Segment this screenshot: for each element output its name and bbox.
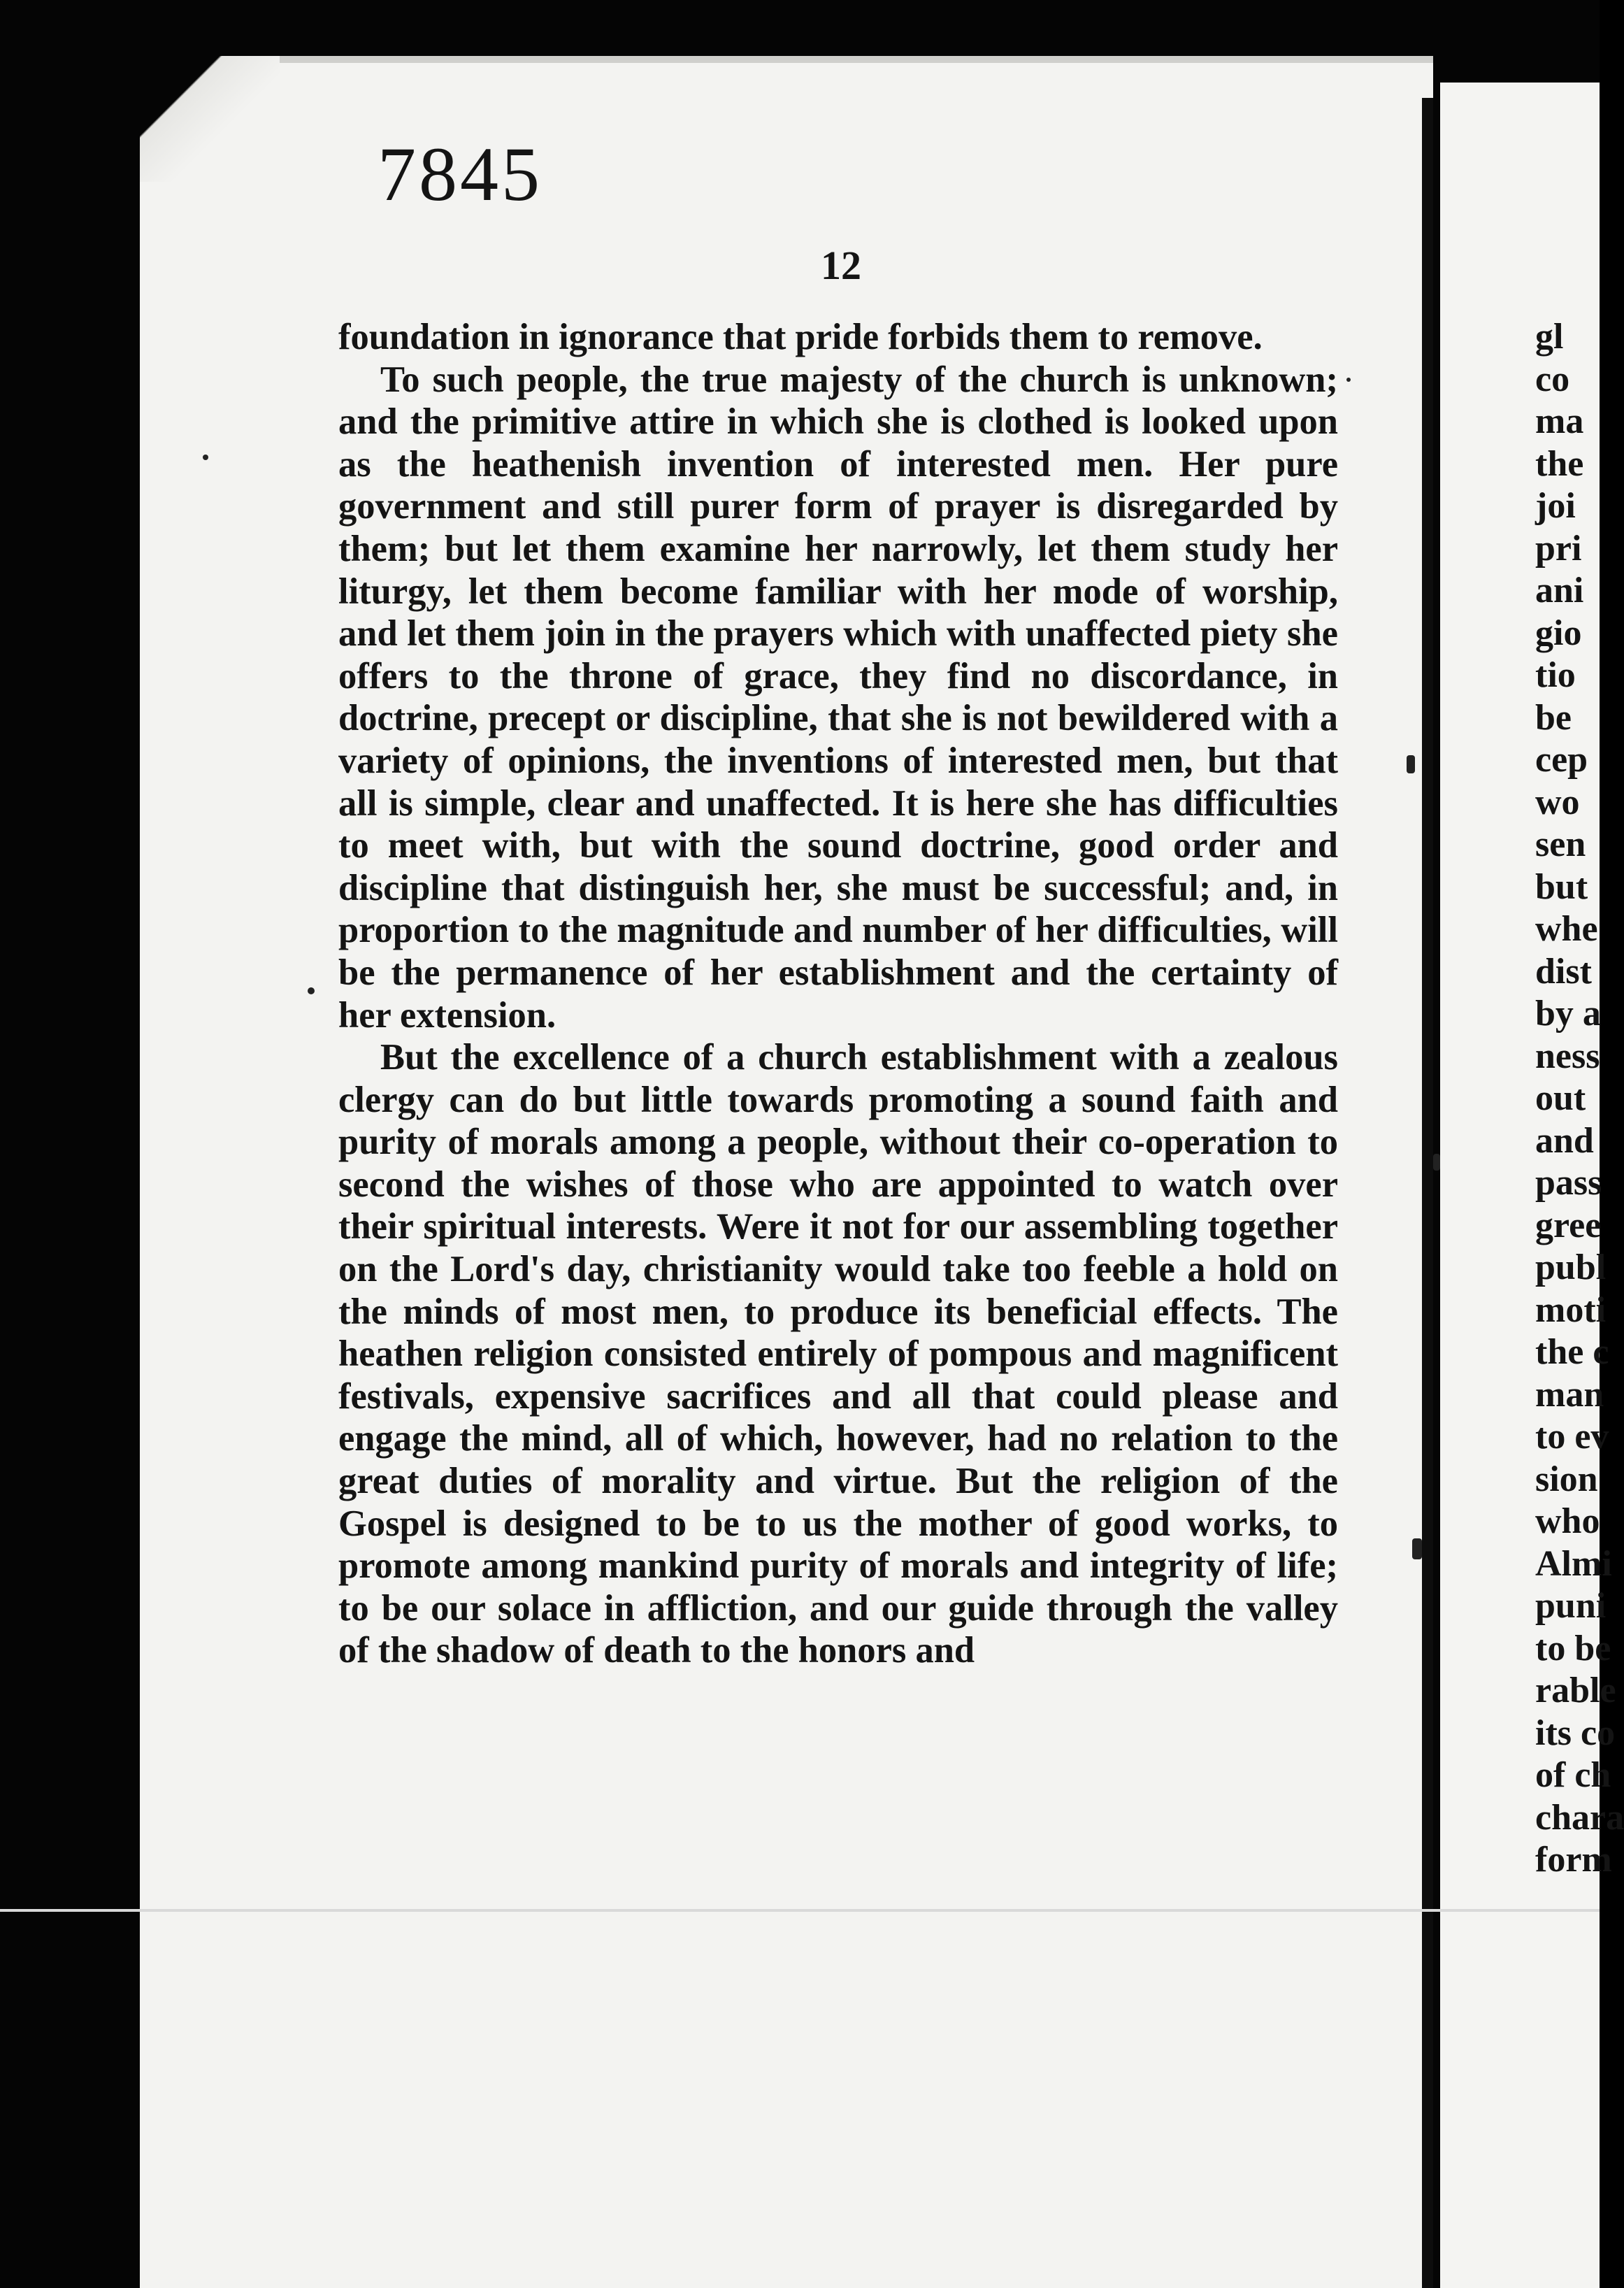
page-number: 12	[821, 243, 861, 288]
ink-speck	[203, 455, 208, 460]
facing-page-fragment: the c	[1535, 1332, 1609, 1372]
folded-corner	[140, 56, 280, 182]
facing-page-fragment: by a	[1535, 994, 1601, 1034]
facing-page-fragment: of ch	[1535, 1755, 1611, 1795]
facing-page-fragment: whe	[1535, 909, 1598, 949]
body-text	[338, 316, 1338, 1672]
facing-page-fragment: gl	[1535, 317, 1564, 357]
facing-page-fragment: rable	[1535, 1671, 1616, 1710]
facing-page-fragment: to ev	[1535, 1417, 1609, 1457]
binding-gutter	[1422, 98, 1433, 2288]
facing-page-fragment: co	[1535, 359, 1570, 399]
facing-page-fragment: publ	[1535, 1247, 1607, 1287]
facing-page-fragment: Almi	[1535, 1543, 1612, 1584]
paragraph: foundation in ignorance that pride forbids them to remove.	[338, 317, 1263, 357]
facing-page-fragment: gio	[1535, 613, 1582, 653]
facing-page-fragment: chara	[1535, 1797, 1624, 1838]
facing-page-fragment: tio	[1535, 655, 1576, 695]
accession-number: 7845	[378, 131, 542, 217]
facing-page-fragment: sion	[1535, 1459, 1598, 1499]
facing-page-fragment: who	[1535, 1501, 1600, 1541]
facing-page-fragment: ani	[1535, 571, 1584, 610]
facing-page-fragment: puni	[1535, 1586, 1607, 1626]
facing-page-fragment: to be	[1535, 1628, 1611, 1668]
facing-page-fragment: the	[1535, 443, 1584, 484]
facing-page-fragment: cep	[1535, 740, 1588, 780]
facing-page-text-fragments	[1535, 316, 1624, 1882]
paragraph: To such people, the true majesty of the church is unknown; and the primitive attire in which she is clothed is looked upon as the heathenish invention of interested men. Her pure government and still purer form of prayer is disregarded by them; but let them examine her narrowly, let them study her liturgy, let them become familiar with her mode of worship, and let them join in the prayers which with unaffected piety she offers to the throne of grace, they find no discordance, in doctrine, precept or discipline, that she is not bewildered with a variety of opinions, the inventions of interested men, but that all is simple, clear and unaffected. It is here she has difficulties to meet with, but with the sound doctrine, good order and discipline that distinguish her, she must be successful; and, in proportion to the magnitude and number of her difficulties, will be the permanence of her establishment and the certainty of her extension.	[338, 359, 1338, 1036]
facing-page-fragment: ma	[1535, 401, 1584, 441]
facing-page-fragment: dist	[1535, 951, 1592, 992]
facing-page-fragment: its co	[1535, 1713, 1616, 1753]
scan-artifact-line	[0, 1909, 1600, 1912]
facing-page-fragment: moti	[1535, 1289, 1607, 1330]
facing-page-fragment: man	[1535, 1374, 1604, 1415]
facing-page-fragment: form	[1535, 1840, 1612, 1880]
facing-page-fragment: sen	[1535, 824, 1586, 864]
ink-speck	[1433, 1154, 1440, 1171]
facing-page-fragment: gree	[1535, 1205, 1602, 1245]
ink-speck	[1407, 755, 1415, 773]
facing-page-fragment: but	[1535, 866, 1588, 907]
facing-page-fragment: wo	[1535, 782, 1580, 822]
facing-page-fragment: joi	[1535, 486, 1576, 526]
ink-speck	[1346, 378, 1351, 382]
facing-page-fragment: out	[1535, 1078, 1586, 1118]
facing-page-fragment: be	[1535, 697, 1572, 738]
ink-speck	[308, 987, 315, 994]
paragraph: But the excellence of a church establishment with a zealous clergy can do but little towards promoting a sound faith and purity of morals among a people, without their co-operation to second the wishes of those who are appointed to watch over their spiritual interests. Were it not for our assembling together on the Lord's day, christianity would take too feeble a hold on the minds of most men, to produce its beneficial effects. The heathen religion consisted entirely of pompous and magnificent festivals, expensive sacrifices and all that could please and engage the mind, all of which, however, had no relation to the great duties of morality and virtue. But the religion of the Gospel is designed to be to us the mother of good works, to promote among mankind purity of morals and integrity of life; to be our solace in affliction, and our guide through the valley of the shadow of death to the honors and	[338, 1037, 1338, 1671]
ink-speck	[1412, 1538, 1422, 1559]
facing-page-fragment: pass	[1535, 1163, 1602, 1203]
facing-page-fragment: pri	[1535, 528, 1582, 569]
facing-page-fragment: and	[1535, 1120, 1594, 1161]
facing-page-fragment: ness	[1535, 1036, 1600, 1076]
